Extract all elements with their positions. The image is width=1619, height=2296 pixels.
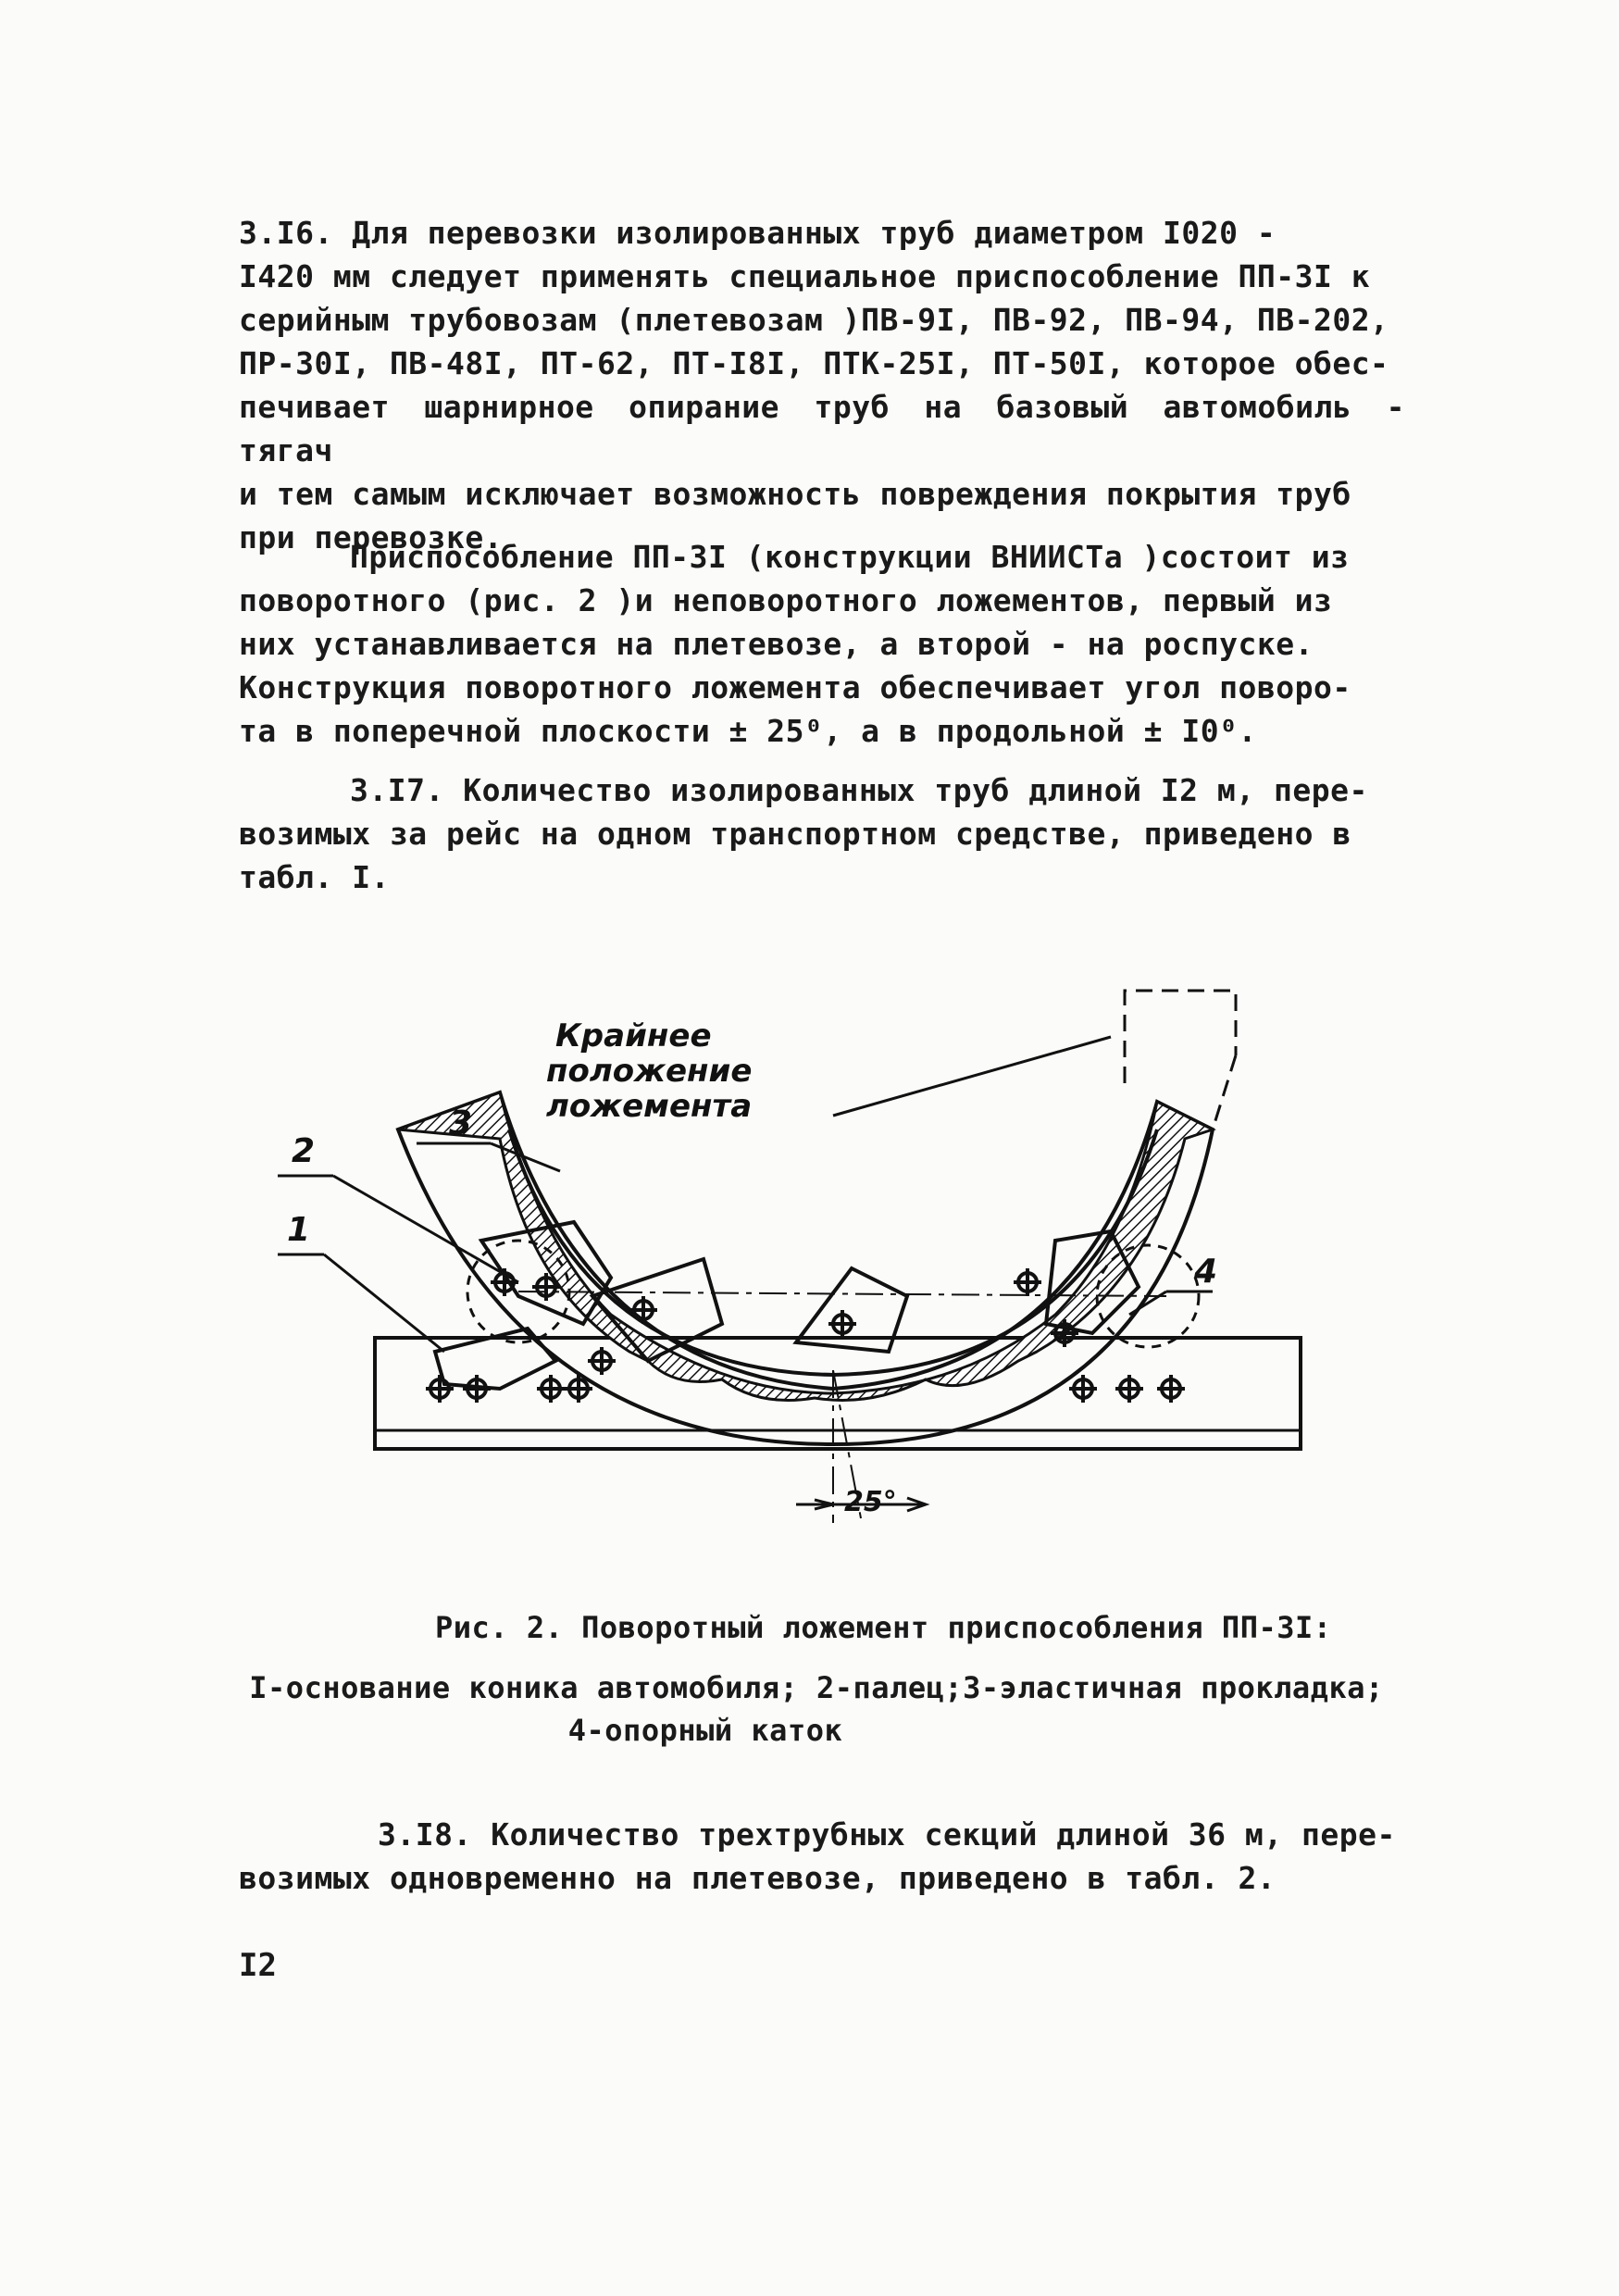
page-number: I2 (239, 1947, 277, 1984)
bolt-markers (426, 1268, 1185, 1403)
extreme-position-outline (1125, 991, 1236, 1129)
figure-caption-title: Рис. 2. Поворотный ложемент приспособления ПП-3I: (435, 1610, 1332, 1645)
extreme-label-line1: Крайнее (555, 1017, 712, 1054)
legend-line-1: I-основание коника автомобиля; 2-палец;3-эластичная прокладка; (249, 1670, 1384, 1705)
extreme-label-line2: положение (546, 1053, 753, 1090)
callout-3: 3 (449, 1104, 473, 1142)
paragraph-3-18: 3.I8. Количество трехтрубных секций длиной 36 м, пере- возимых одновременно на плетевозе, приведено в табл. 2. (239, 1816, 1396, 1896)
extreme-label-line3: ложемента (546, 1088, 753, 1125)
paragraph-device-description: Приспособление ПП-3I (конструкции ВНИИСТа )состоит из поворотного (рис. 2 )и неповоротного ложементов, первый из них устанавливается на плетевозе, а второй - на роспуске. Конструкция поворотного ложемента обеспечивает угол поворо- та в поперечной плоскости ± 25⁰, а в продольной ± I0⁰. (239, 539, 1351, 749)
callout-4: 4 (1194, 1253, 1218, 1291)
paragraph-3-16: 3.I6. Для перевозки изолированных труб диаметром I020 - I420 мм следует применять специальное приспособление ПП-3I к серийным трубовозам (плетевозам )ПВ-9I, ПВ-92, ПВ-94, ПВ-202, ПР-30I, ПВ-48I, ПТ-62, ПТ-I8I, ПТК-25I, ПТ-50I, которое обес- печивает шарнирное опирание труб на базовый автомобиль - тягач и тем самым исключает возможность повреждения покрытия труб при перевозке. (239, 215, 1405, 555)
legend-line-2: 4-опорный каток (567, 1713, 843, 1748)
figure-caption-legend (233, 1666, 1400, 1752)
figure-rotating-cradle (278, 963, 1407, 1555)
extreme-position-label (546, 1017, 763, 1125)
elastic-pad (398, 1092, 1213, 1401)
angle-label: 25° (844, 1486, 897, 1518)
callout-1: 1 (287, 1211, 311, 1249)
paragraph-3-17: 3.I7. Количество изолированных труб длиной I2 м, пере- возимых за рейс на одном транспортном средстве, приведено в табл. I. (239, 772, 1368, 895)
callout-2: 2 (292, 1132, 316, 1170)
